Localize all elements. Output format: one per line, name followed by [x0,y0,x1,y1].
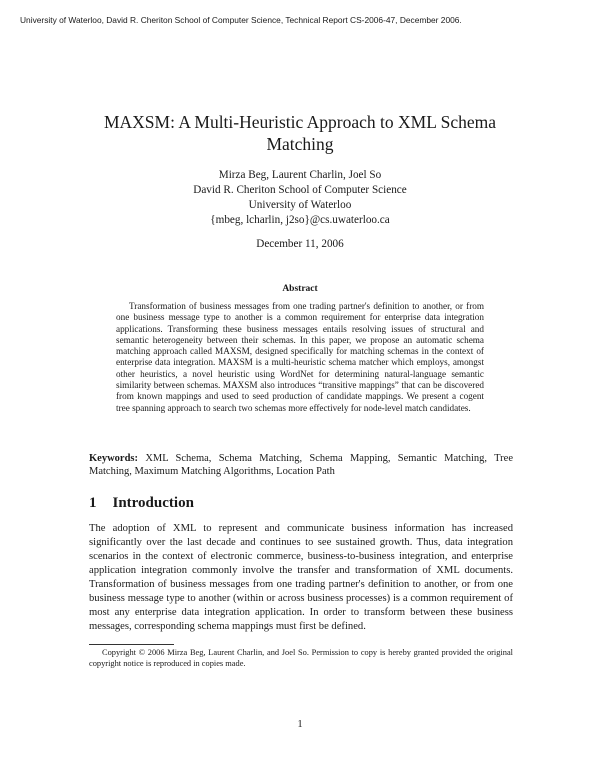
keywords-block [89,452,513,478]
paper-title-line-1: MAXSM: A Multi-Heuristic Approach to XML Schema [103,112,497,132]
author-affiliation-school: David R. Cheriton School of Computer Science [193,184,407,196]
author-names: Mirza Beg, Laurent Charlin, Joel So [218,169,382,181]
introduction-paragraph: The adoption of XML to represent and communicate business information has increased significantly over the last decade and continues to see sustained growth. Thus, data integration scenarios in the context of electronic commerce, business-to-business integration, and enterprise application integration commonly involve the transfer and transformation of XML documents. Transformation of business messages from one trading partner's definition to another, or from one business message type to another (within or across business processes) is a common requirement of most any enterprise data integration application. In order to transform between these business messages, corresponding schema mappings must first be defined. [89,523,513,632]
paper-title-line-2: Matching [266,134,334,154]
paper-title [100,111,500,155]
keywords-label: Keywords: [89,453,138,464]
section-number: 1 [89,495,97,511]
section-heading-introduction [89,495,513,512]
footnote-rule [89,644,174,645]
abstract-heading: Abstract [282,284,318,294]
author-affiliation-university: University of Waterloo [248,199,352,211]
publication-date: December 11, 2006 [256,238,344,250]
running-header: University of Waterloo, David R. Cheriton School of Computer Science, Technical Report CS-2006-47, December 2006. [20,15,462,25]
copyright-footnote: Copyright © 2006 Mirza Beg, Laurent Charlin, and Joel So. Permission to copy is hereby granted provided the original copyright notice is reproduced in copies made. [89,648,513,668]
section-title: Introduction [112,495,194,511]
abstract-text: Transformation of business messages from one trading partner's definition to another, or from one business message type to another is a common requirement for enterprise data integration applications. Transforming these business messages entails resolving issues of structural and semantic heterogeneity between their schemas. In this paper, we propose an automatic schema matching approach called MAXSM, designed specifically for matching schemas in the context of enterprise data integration. MAXSM is a multi-heuristic schema matcher which employs, amongst other heuristics, a novel heuristic using WordNet for determining natural-language semantic similarity between schemas. MAXSM also introduces “transitive mappings” that can be discovered from known mappings and used to seed production of candidate mappings. We present a cogent tree spanning approach to search two schemas more effectively for node-level match candidates. [116,301,484,413]
page-number: 1 [297,719,303,730]
keywords-text: XML Schema, Schema Matching, Schema Mapping, Semantic Matching, Tree Matching, Maximum Matching Algorithms, Location Path [89,453,514,478]
author-emails: {mbeg, lcharlin, j2so}@cs.uwaterloo.ca [210,214,390,226]
